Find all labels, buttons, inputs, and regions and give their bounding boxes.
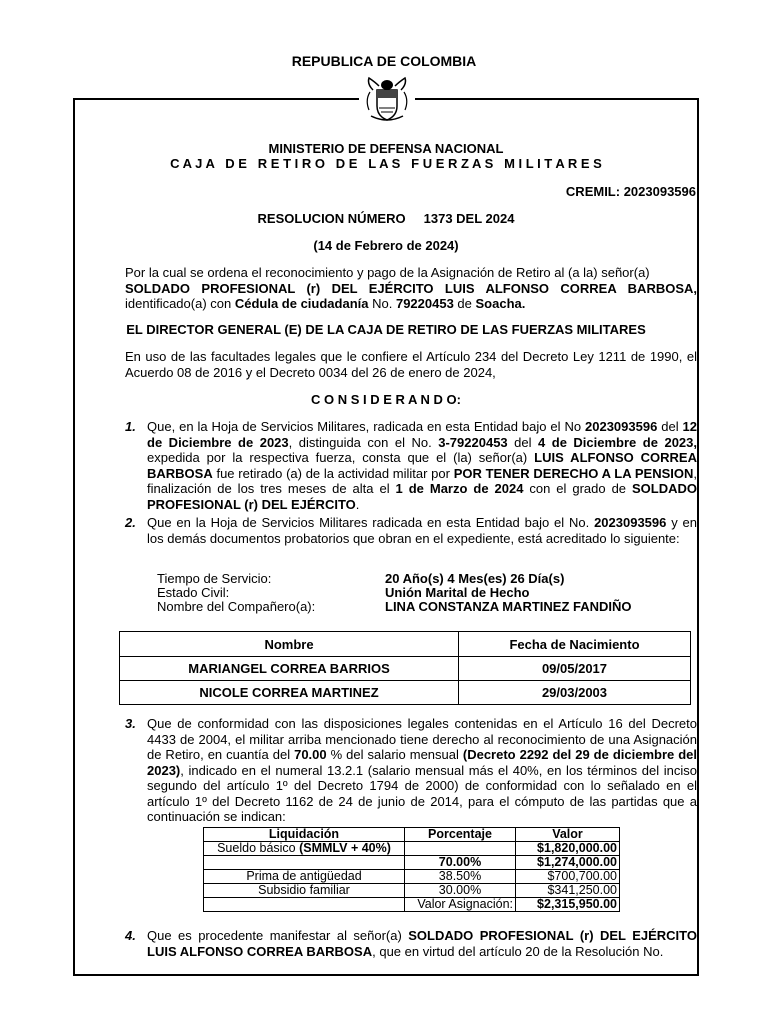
item-2-number: 2. — [125, 515, 136, 530]
table-row — [120, 681, 691, 705]
beneficiary-name: NICOLE CORREA MARTINEZ — [120, 681, 459, 705]
partner-name-label: Nombre del Compañero(a): — [157, 599, 316, 614]
item-percentage: 38.50% — [405, 870, 516, 884]
item-value: $700,700.00 — [516, 870, 620, 884]
column-header-value: Valor — [516, 828, 620, 842]
beneficiary-birthdate: 09/05/2017 — [459, 657, 691, 681]
frame-top-left — [73, 98, 359, 100]
service-time-label: Tiempo de Servicio: — [157, 571, 272, 586]
table-header-row — [204, 828, 620, 842]
facultades-paragraph: En uso de las facultades legales que le confiere el Artículo 234 del Decreto Ley 1211 de 1990, el Acuerdo 08 de 2016 y el Decreto 0034 del 26 de enero de 2024, — [125, 349, 697, 380]
table-row — [120, 657, 691, 681]
marital-status-value: Unión Marital de Hecho — [385, 585, 530, 600]
column-header-percentage: Porcentaje — [405, 828, 516, 842]
liquidation-table — [203, 827, 620, 912]
considerando-heading: C O N S I D E R A N D O: — [311, 392, 461, 407]
intro-paragraph: Por la cual se ordena el reconocimiento y pago de la Asignación de Retiro al (a la) señor(a) SOLDADO PROFESIONAL (r) DEL EJÉRCITO LUIS ALFONSO CORREA BARBOSA, identificado(a) con Cédula de ciudadanía No. 79220453 de Soacha. — [125, 265, 697, 311]
frame-bottom — [73, 974, 699, 976]
table-row — [204, 842, 620, 856]
item-value: $341,250.00 — [516, 884, 620, 898]
marital-status-label: Estado Civil: — [157, 585, 230, 600]
item-4-text: Que es procedente manifestar al señor(a) SOLDADO PROFESIONAL (r) DEL EJÉRCITO LUIS ALFONSO CORREA BARBOSA, que en virtud del artículo 20 de la Resolución No. — [147, 928, 697, 959]
beneficiaries-table — [119, 631, 691, 705]
total-value: $2,315,950.00 — [516, 898, 620, 912]
item-label: Subsidio familiar — [204, 884, 405, 898]
partner-name-value: LINA CONSTANZA MARTINEZ FANDIÑO — [385, 599, 632, 614]
item-label: Prima de antigüedad — [204, 870, 405, 884]
table-row — [204, 898, 620, 912]
base-salary-label: Sueldo básico (SMMLV + 40%) — [204, 842, 405, 856]
table-row — [204, 856, 620, 870]
beneficiary-name: MARIANGEL CORREA BARRIOS — [120, 657, 459, 681]
table-row — [204, 884, 620, 898]
column-header-birthdate: Fecha de Nacimiento — [459, 632, 691, 657]
column-header-name: Nombre — [120, 632, 459, 657]
item-2-text: Que en la Hoja de Servicios Militares radicada en esta Entidad bajo el No. 2023093596 y en los demás documentos probatorios que obran en el expediente, está acreditado lo siguiente: — [147, 515, 697, 546]
item-1-number: 1. — [125, 419, 136, 434]
frame-left — [73, 98, 75, 976]
coat-of-arms-emblem — [365, 76, 409, 124]
service-time-value: 20 Año(s) 4 Mes(es) 26 Día(s) — [385, 571, 565, 586]
frame-right — [697, 98, 699, 976]
percentage-value: $1,274,000.00 — [516, 856, 620, 870]
country-title: REPUBLICA DE COLOMBIA — [291, 53, 477, 69]
item-1-text: Que, en la Hoja de Servicios Militares, radicada en esta Entidad bajo el No 2023093596 del 12 de Diciembre de 2023, distinguida con el No. 3-79220453 del 4 de Diciembre de 2023, expedida por la respectiva fuerza, consta que el (la) señor(a) LUIS ALFONSO CORREA BARBOSA fue retirado (a) de la actividad militar por POR TENER DERECHO A LA PENSION, finalización de los tres meses de alta el 1 de Marzo de 2024 con el grado de SOLDADO PROFESIONAL (r) DEL EJÉRCITO. — [147, 419, 698, 512]
total-label: Valor Asignación: — [405, 898, 516, 912]
resolution-date: (14 de Febrero de 2024) — [313, 238, 459, 253]
director-heading: EL DIRECTOR GENERAL (E) DE LA CAJA DE RETIRO DE LAS FUERZAS MILITARES — [126, 322, 646, 337]
table-row — [204, 870, 620, 884]
cremil-number: CREMIL: 2023093596 — [565, 184, 696, 199]
resolution-number: RESOLUCION NÚMERO 1373 DEL 2024 — [257, 211, 515, 226]
base-salary-value: $1,820,000.00 — [516, 842, 620, 856]
table-header-row — [120, 632, 691, 657]
item-3-text: Que de conformidad con las disposiciones legales contenidas en el Artículo 16 del Decreto 4433 de 2004, el militar arriba mencionado tiene derecho al reconocimiento de una Asignación de Retiro, en cuantía del 70.00 % del salario mensual (Decreto 2292 del 29 de diciembre del 2023), indicado en el numeral 13.2.1 (salario mensual más el 40%, en los términos del inciso segundo del artículo 1º del Decreto 1794 de 2000) de conformidad con lo señalado en el artículo 1º del Decreto 1162 de 24 de junio de 2014, para el cómputo de las partidas que a continuación se indican: — [147, 716, 698, 824]
beneficiary-birthdate: 29/03/2003 — [459, 681, 691, 705]
column-header-liquidation: Liquidación — [204, 828, 405, 842]
frame-top-right — [415, 98, 699, 100]
item-3-number: 3. — [125, 716, 136, 731]
ministry-title: MINISTERIO DE DEFENSA NACIONAL — [268, 141, 504, 156]
percentage-total: 70.00% — [405, 856, 516, 870]
entity-title: C A J A D E R E T I R O D E L A S F U E R Z A S M I L I T A R E S — [170, 156, 602, 171]
item-4-number: 4. — [125, 928, 136, 943]
item-percentage: 30.00% — [405, 884, 516, 898]
